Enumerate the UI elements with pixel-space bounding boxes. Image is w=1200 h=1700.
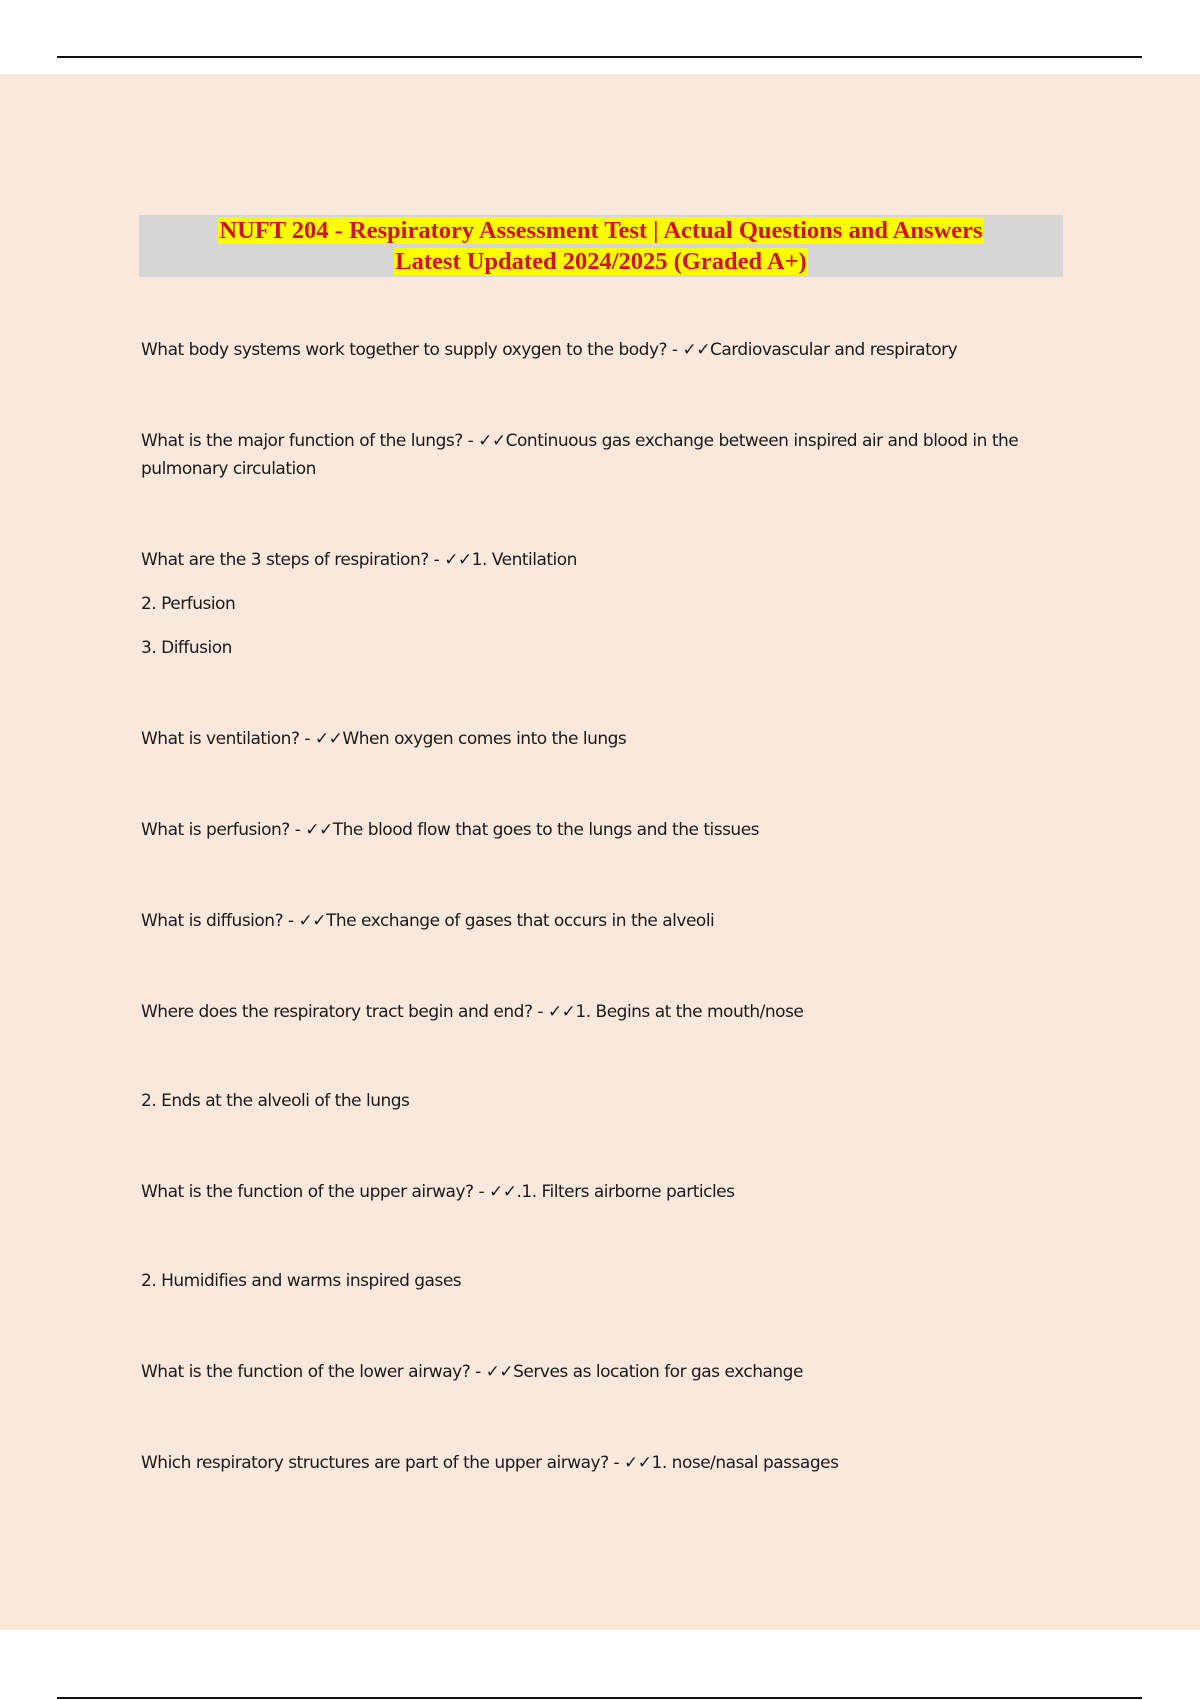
qa-item-7-part-2: 2. Ends at the alveoli of the lungs [141, 1091, 410, 1111]
title-line-2: Latest Updated 2024/2025 (Graded A+) [395, 248, 807, 275]
qa-item-10: Which respiratory structures are part of the upper airway? - ✓✓1. nose/nasal passages [141, 1453, 839, 1473]
qa-item-7: Where does the respiratory tract begin and end? - ✓✓1. Begins at the mouth/nose [141, 1002, 804, 1022]
header-rule [57, 56, 1142, 58]
qa-item-3: What are the 3 steps of respiration? - ✓✓1. Ventilation [141, 550, 577, 570]
document-title [139, 215, 1063, 277]
qa-item-3-step-2: 2. Perfusion [141, 594, 236, 614]
footer-rule [57, 1697, 1142, 1699]
qa-item-1: What body systems work together to supply oxygen to the body? - ✓✓Cardiovascular and respiratory [141, 340, 958, 360]
qa-item-5: What is perfusion? - ✓✓The blood flow that goes to the lungs and the tissues [141, 820, 760, 840]
qa-item-3-step-3: 3. Diffusion [141, 638, 232, 658]
qa-item-4: What is ventilation? - ✓✓When oxygen comes into the lungs [141, 729, 627, 749]
qa-item-9: What is the function of the lower airway? - ✓✓Serves as location for gas exchange [141, 1362, 803, 1382]
qa-item-8: What is the function of the upper airway? - ✓✓.1. Filters airborne particles [141, 1182, 735, 1202]
title-line-1: NUFT 204 - Respiratory Assessment Test | Actual Questions and Answers [219, 217, 983, 244]
qa-item-6: What is diffusion? - ✓✓The exchange of gases that occurs in the alveoli [141, 911, 715, 931]
qa-item-8-part-2: 2. Humidifies and warms inspired gases [141, 1271, 462, 1291]
qa-item-2: What is the major function of the lungs? - ✓✓Continuous gas exchange between inspired air and blood in the pulmonary circulation [141, 431, 1019, 479]
document-page [0, 74, 1200, 1630]
